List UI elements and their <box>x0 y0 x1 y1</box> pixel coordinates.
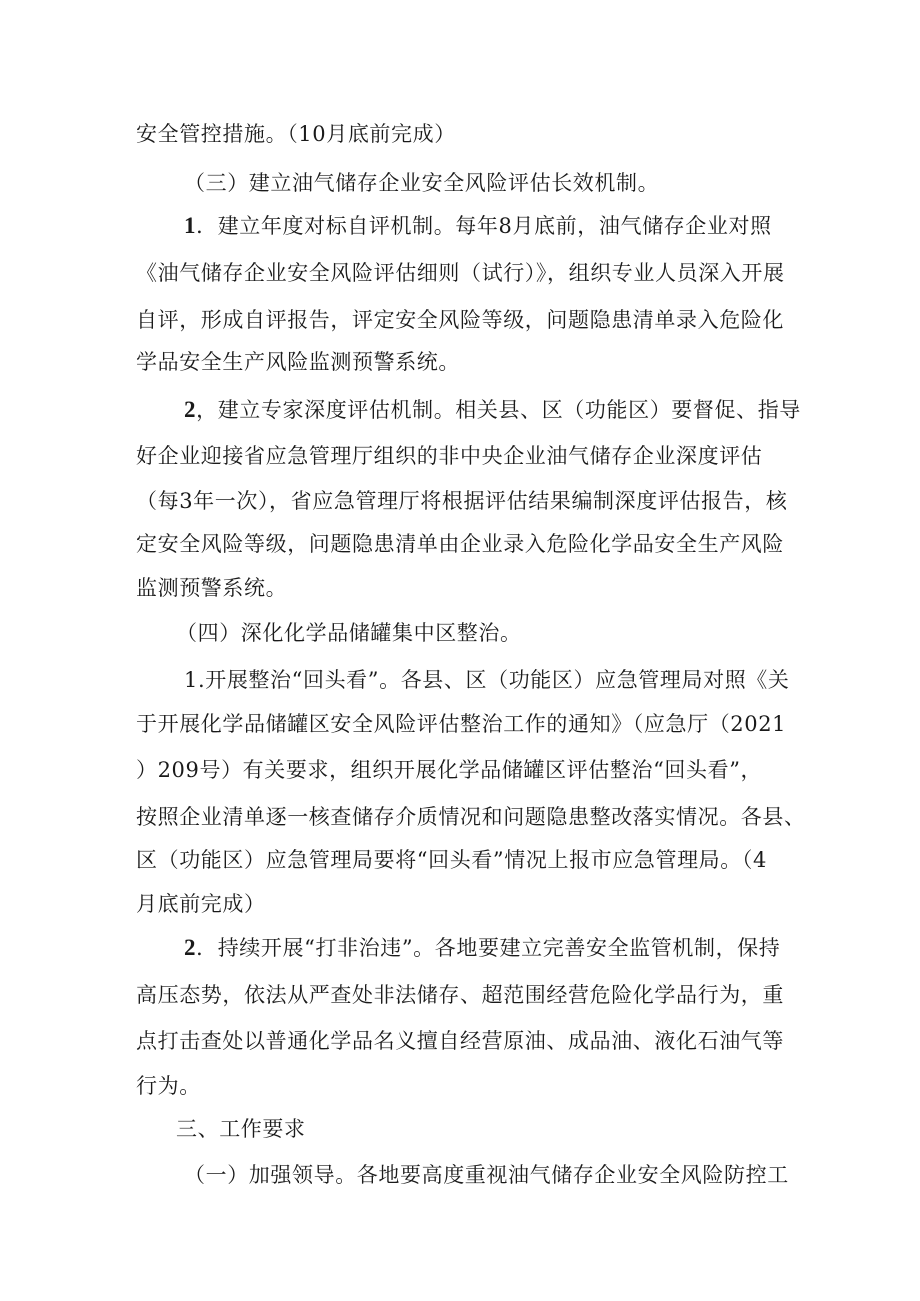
line-text: 按照企业清单逐一核查储存介质情况和问题隐患整改落实情况。各县、 <box>136 805 806 829</box>
line-text: 月底前完成） <box>136 892 266 916</box>
paragraph-line <box>136 1074 816 1098</box>
paragraph-line <box>184 668 864 692</box>
item-number: 2 <box>184 397 197 422</box>
line-text: （四）深化化学品储罐集中区整治。 <box>176 621 522 645</box>
paragraph-line <box>136 712 816 736</box>
section-heading-3 <box>184 171 864 195</box>
paragraph-line <box>184 936 864 960</box>
paragraph-line <box>136 983 816 1007</box>
paragraph-line <box>136 489 816 513</box>
paragraph-line <box>184 1163 864 1187</box>
line-text: 监测预警系统。 <box>136 576 288 600</box>
line-text: ．持续开展“打非治违”。各地要建立完善安全监管机制，保持 <box>196 936 781 960</box>
paragraph-line <box>136 444 816 468</box>
item-number: 2 <box>184 935 197 960</box>
line-text: 行为。 <box>136 1074 201 1098</box>
paragraph-line <box>136 848 816 872</box>
line-text: 点打击查处以普通化学品名义擅自经营原油、成品油、液化石油气等 <box>136 1029 784 1053</box>
line-text: 定安全风险等级，问题隐患清单由企业录入危险化学品安全生产风险 <box>136 532 784 556</box>
line-text: 于开展化学品储罐区安全风险评估整治工作的通知》（应急厅（2021 <box>136 712 787 736</box>
line-text: 《油气储存企业安全风险评估细则（试行）》，组织专业人员深入开展 <box>136 261 785 285</box>
paragraph-line <box>184 214 864 238</box>
paragraph-line <box>136 122 816 146</box>
line-text: 学品安全生产风险监测预警系统。 <box>136 350 460 374</box>
section-heading-main <box>176 1117 856 1141</box>
paragraph-line <box>136 892 816 916</box>
paragraph-line <box>136 576 816 600</box>
paragraph-line <box>136 532 816 556</box>
line-text: 区（功能区）应急管理局要将“回头看”情况上报市应急管理局。（4 <box>136 848 767 872</box>
line-text: （一）加强领导。各地要高度重视油气储存企业安全风险防控工 <box>184 1163 789 1187</box>
section-heading-4 <box>176 621 856 645</box>
paragraph-line <box>184 398 864 422</box>
paragraph-line <box>136 308 816 332</box>
line-text: 自评，形成自评报告，评定安全风险等级，问题隐患清单录入危险化 <box>136 308 784 332</box>
paragraph-line <box>136 350 816 374</box>
line-text: ）209号）有关要求，组织开展化学品储罐区评估整治“回头看”， <box>136 758 763 782</box>
line-text: （三）建立油气储存企业安全风险评估长效机制。 <box>184 171 660 195</box>
line-text: ，建立专家深度评估机制。相关县、区（功能区）要督促、指导 <box>196 398 801 422</box>
line-text: 安全管控措施。（10月底前完成） <box>136 122 456 146</box>
line-text: 1.开展整治“回头看”。各县、区（功能区）应急管理局对照《关 <box>184 668 790 692</box>
paragraph-line <box>136 805 816 829</box>
line-text: （每3年一次），省应急管理厅将根据评估结果编制深度评估报告，核 <box>136 489 788 513</box>
paragraph-line <box>136 261 816 285</box>
item-number: 1 <box>184 213 197 238</box>
paragraph-line <box>136 1029 816 1053</box>
line-text: 三、工作要求 <box>176 1117 306 1141</box>
line-text: ．建立年度对标自评机制。每年8月底前，油气储存企业对照 <box>196 214 772 238</box>
line-text: 好企业迎接省应急管理厅组织的非中央企业油气储存企业深度评估 <box>136 444 763 468</box>
paragraph-line <box>136 758 816 782</box>
line-text: 高压态势，依法从严查处非法储存、超范围经营危险化学品行为，重 <box>136 983 784 1007</box>
